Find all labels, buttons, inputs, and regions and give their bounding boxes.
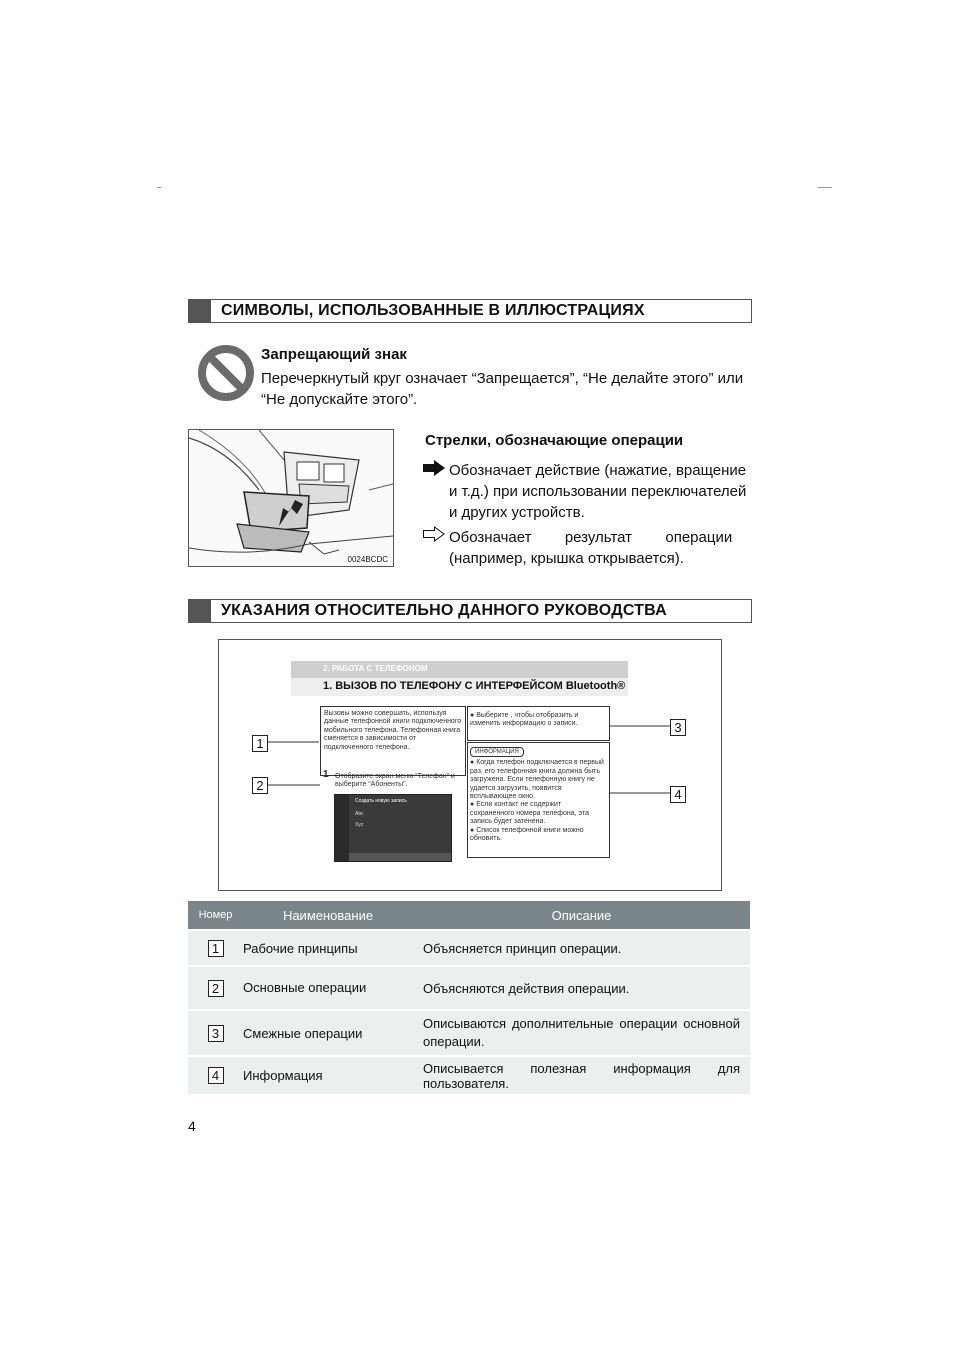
example-info-text-3: Список телефонной книги можно обновить. — [470, 826, 584, 843]
example-screen-bottom-bar — [349, 853, 451, 861]
legend-description: Объясняется принцип операции. — [413, 930, 750, 966]
example-chapter: 2. РАБОТА С ТЕЛЕФОНОМ — [323, 664, 428, 673]
legend-number-cell — [188, 1056, 243, 1094]
callout-4: 4 — [670, 786, 686, 803]
result-text-line1: Обозначает результат операции — [449, 529, 733, 546]
example-info-label: ИНФОРМАЦИЯ — [470, 747, 524, 757]
legend-header-number: Номер — [188, 901, 243, 930]
example-step-number: 1 — [323, 769, 329, 780]
legend-number-cell — [188, 930, 243, 966]
page-number: 4 — [188, 1118, 196, 1134]
legend-header-name: Наименование — [243, 901, 413, 930]
legend-description: Описывается полезная информация для пользователя. — [413, 1056, 750, 1094]
bullet-icon: ● — [470, 801, 477, 809]
action-text-line3: и других устройств. — [449, 504, 585, 521]
photo-code: 0024BCDC — [347, 555, 388, 564]
example-step — [323, 769, 457, 790]
example-screen — [334, 794, 452, 862]
arrows-heading: Стрелки, обозначающие операции — [425, 432, 684, 449]
legend-table — [188, 901, 750, 1094]
legend-header-description: Описание — [413, 901, 750, 930]
legend-row — [188, 1056, 750, 1094]
example-info-text-1: Когда телефон подключается в первый раз, его телефонная книга должна быть загружена. Если телефонную книгу не удается загрузить, появится всплывающее окно. — [470, 759, 604, 801]
result-text-line2: (например, крышка открывается). — [449, 550, 684, 567]
legend-row — [188, 1010, 750, 1056]
legend-number: 2 — [208, 980, 224, 997]
crop-mark-left — [157, 187, 161, 188]
example-title: 1. ВЫЗОВ ПО ТЕЛЕФОНУ С ИНТЕРФЕЙСОМ Bluetooth® — [323, 680, 626, 692]
section-header-manual — [188, 599, 752, 623]
example-related-text: Выберите , чтобы отобразить и изменить информацию о записи. — [470, 712, 579, 728]
section-header-block — [189, 300, 211, 322]
example-info-item-3 — [470, 827, 607, 844]
section-header-symbols — [188, 299, 752, 323]
example-page-illustration — [218, 639, 722, 891]
example-intro-box — [320, 706, 466, 776]
example-info-item-2 — [470, 801, 607, 826]
legend-number: 4 — [208, 1067, 224, 1084]
example-related-box — [467, 706, 610, 741]
section-title: УКАЗАНИЯ ОТНОСИТЕЛЬНО ДАННОГО РУКОВОДСТВА — [221, 602, 667, 619]
callout-1: 1 — [252, 735, 268, 752]
prohibit-heading: Запрещающий знак — [261, 346, 407, 363]
bullet-icon: ● — [470, 826, 477, 834]
legend-row — [188, 966, 750, 1010]
legend-name: Информация — [243, 1056, 413, 1094]
prohibition-sign-icon — [197, 344, 255, 402]
crop-mark-right — [818, 187, 832, 188]
example-screen-row1: Abc — [355, 811, 364, 817]
action-text-line1: Обозначает действие (нажатие, вращение — [449, 462, 747, 479]
example-intro-text: Вызовы можно совершать, используя данные телефонной книги подключенного мобильного телефона. Телефонная книга сменяется в зависимости от подключенного телефона. — [324, 710, 462, 751]
example-screen-sidebar — [335, 795, 349, 861]
bullet-icon: ● — [470, 712, 477, 719]
overhead-console-photo — [188, 429, 394, 567]
example-chapter-bar — [291, 661, 628, 678]
result-arrow-icon — [423, 526, 445, 542]
prohibit-text-line1: Перечеркнутый круг означает “Запрещается”, “Не делайте этого” или — [261, 370, 744, 387]
example-info-item-1 — [470, 759, 607, 801]
legend-description: Объясняются действия операции. — [413, 966, 750, 1010]
legend-row — [188, 930, 750, 966]
example-info-box — [467, 742, 610, 858]
legend-number: 3 — [208, 1025, 224, 1042]
example-title-bar — [291, 678, 628, 696]
legend-number: 1 — [208, 940, 224, 957]
action-arrow-icon — [423, 460, 445, 476]
prohibit-text-line2: “Не допускайте этого”. — [261, 391, 418, 408]
callout-2: 2 — [252, 777, 268, 794]
section-header-block — [189, 600, 211, 622]
example-screen-row2: Xyz — [355, 822, 364, 828]
legend-name: Смежные операции — [243, 1010, 413, 1056]
overhead-console-drawing — [189, 430, 393, 566]
legend-header-row — [188, 901, 750, 930]
legend-number-cell — [188, 966, 243, 1010]
example-step-text: Отобразите экран меню “Телефон” и выберите “Абоненты”. — [335, 773, 455, 789]
action-text-line2: и т.д.) при использовании переключателей — [449, 483, 747, 500]
example-info-text-2: Если контакт не содержит сохраненного номера телефона, эта запись будет затенена. — [470, 801, 589, 826]
legend-number-cell — [188, 1010, 243, 1056]
legend-name: Рабочие принципы — [243, 930, 413, 966]
example-screen-title: Создать новую запись — [355, 798, 407, 804]
callout-3: 3 — [670, 719, 686, 736]
legend-description: Описываются дополнительные операции основной операции. — [413, 1010, 750, 1056]
bullet-icon: ● — [470, 759, 477, 767]
section-title: СИМВОЛЫ, ИСПОЛЬЗОВАННЫЕ В ИЛЛЮСТРАЦИЯХ — [221, 302, 645, 319]
legend-name: Основные операции — [243, 966, 413, 1010]
